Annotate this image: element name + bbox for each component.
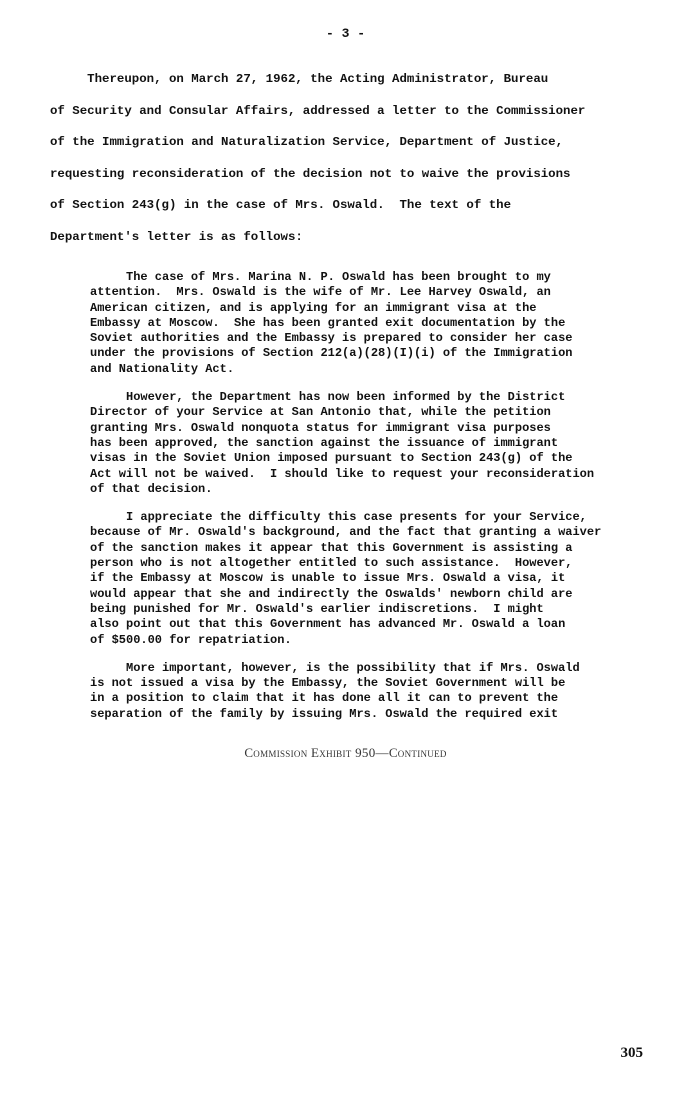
letter-line: More important, however, is the possibility that if Mrs. Oswald — [90, 660, 580, 675]
letter-line: I appreciate the difficulty this case presents for your Service, — [90, 510, 587, 525]
letter-line: if the Embassy at Moscow is unable to issue Mrs. Oswald a visa, it — [90, 571, 566, 586]
letter-line: has been approved, the sanction against the issuance of immigrant — [90, 435, 559, 450]
letter-line: American citizen, and is applying for an immigrant visa at the — [90, 300, 537, 315]
letter-line: separation of the family by issuing Mrs. Oswald the required exit — [90, 706, 559, 721]
intro-line: of the Immigration and Naturalization Service, Department of Justice, — [50, 135, 564, 150]
intro-line: requesting reconsideration of the decision not to waive the provisions — [50, 166, 571, 181]
letter-line: However, the Department has now been informed by the District — [90, 390, 566, 405]
letter-line: granting Mrs. Oswald nonquota status for immigrant visa purposes — [90, 420, 551, 435]
letter-line: under the provisions of Section 212(a)(28)(I)(i) of the Immigration — [90, 346, 573, 361]
letter-paragraph-2 — [90, 390, 630, 497]
letter-line: person who is not altogether entitled to such assistance. However, — [90, 556, 573, 571]
letter-line: in a position to claim that it has done all it can to prevent the — [90, 691, 559, 706]
letter-line: of $500.00 for repatriation. — [90, 632, 292, 647]
letter-line: Embassy at Moscow. She has been granted exit documentation by the — [90, 315, 566, 330]
letter-line: also point out that this Government has advanced Mr. Oswald a loan — [90, 617, 566, 632]
letter-line: Soviet authorities and the Embassy is prepared to consider her case — [90, 331, 573, 346]
quoted-letter — [90, 270, 630, 735]
letter-line: Act will not be waived. I should like to request your reconsideration — [90, 466, 595, 481]
letter-paragraph-1 — [90, 270, 630, 377]
page-number: 305 — [620, 1045, 643, 1061]
letter-line: attention. Mrs. Oswald is the wife of Mr. Lee Harvey Oswald, an — [90, 285, 551, 300]
intro-line: Thereupon, on March 27, 1962, the Acting Administrator, Bureau — [50, 72, 549, 86]
letter-line: visas in the Soviet Union imposed pursuant to Section 243(g) of the — [90, 451, 573, 466]
letter-line: being punished for Mr. Oswald's earlier indiscretions. I might — [90, 601, 544, 616]
letter-line: because of Mr. Oswald's background, and the fact that granting a waiver — [90, 525, 602, 540]
intro-paragraph — [50, 70, 640, 260]
letter-line: The case of Mrs. Marina N. P. Oswald has been brought to my — [90, 270, 551, 284]
letter-line: is not issued a visa by the Embassy, the Soviet Government will be — [90, 676, 566, 691]
letter-paragraph-4 — [90, 661, 630, 722]
letter-line: of that decision. — [90, 481, 213, 496]
intro-line: Department's letter is as follows: — [50, 229, 303, 244]
letter-line: Director of your Service at San Antonio that, while the petition — [90, 405, 551, 420]
letter-line: of the sanction makes it appear that this Government is assisting a — [90, 540, 573, 555]
letter-line: would appear that she and indirectly the Oswalds' newborn child are — [90, 586, 573, 601]
letter-paragraph-3 — [90, 510, 630, 648]
exhibit-caption: Commission Exhibit 950—Continued — [244, 745, 447, 760]
page-marker: - 3 - — [325, 26, 365, 41]
letter-line: and Nationality Act. — [90, 361, 235, 376]
intro-line: of Section 243(g) in the case of Mrs. Oswald. The text of the — [50, 198, 512, 213]
intro-line: of Security and Consular Affairs, addressed a letter to the Commissioner — [50, 103, 586, 118]
